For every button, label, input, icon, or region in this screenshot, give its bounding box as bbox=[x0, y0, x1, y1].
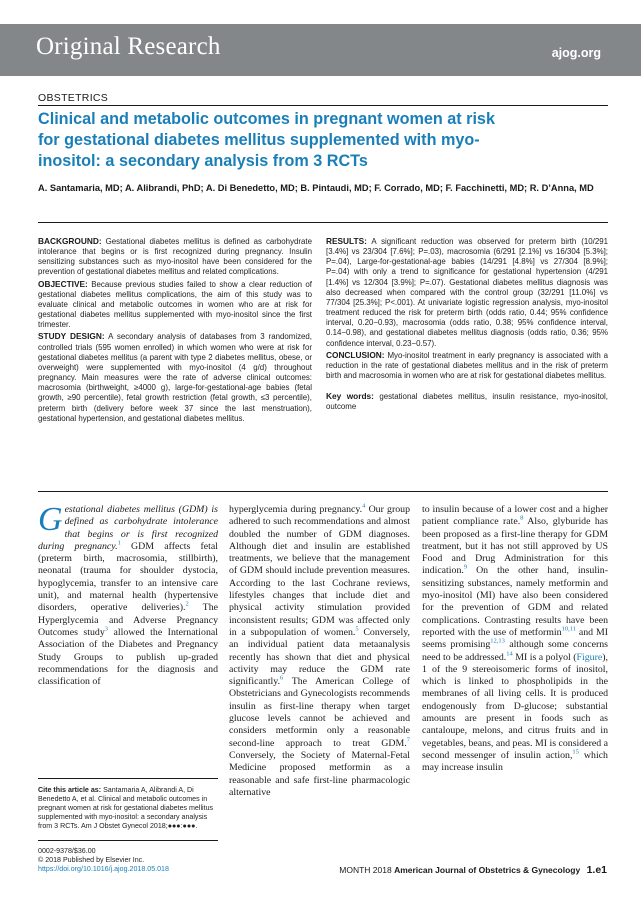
abstract-design-text: A secondary analysis of databases from 3 randomized, controlled trials (595 women enrolled) in which women who were at risk for gestational diabetes mellitus (a parent with type 2 diabetes mellitus, obese, or overweight) were supplemented with myo-inositol (4 g/d) throughout pregnancy. Main measures were the rate of adverse clinical outcomes: macrosomia (birthweight, ≥4000 g), large-for-gestational-age babies (fetal growth, ≥90 percentile), fetal growth restriction (fetal growth, ≤3 percentile), preterm birth (delivery before week 37 since the last menstruation), gestational hypertension, and gestational diabetes mellitus. bbox=[38, 332, 312, 423]
citation-bottom-rule bbox=[38, 840, 218, 841]
footer-month: MONTH 2018 bbox=[339, 865, 392, 875]
body-text: estational diabetes mellitus (GDM) is defined as carbohydrate intolerance that begins or is first recognized during pregnancy. bbox=[38, 504, 218, 552]
abstract-results-text: A significant reduction was observed for preterm birth (10/291 [3.4%] vs 23/304 [7.6%]; P=.03), macrosomia (6/291 [2.1%] vs 16/304 [5.3%]; P=.04), Large-for-gestational-age babies (14/291 [4.8%] vs 27/304 [8.9%]; P=.04) with only a trend to significance for gestational hypertension (4/291 [1.4%] vs 12/304 [3.9%]; P=.07). Gestational diabetes mellitus diagnosis was also decreased when compared with the control group (32/291 [11.0%] vs 77/304 [25.3%]; P<.001). At univariate logistic regression analysis, myo-inositol treatment reduced the risk for preterm birth (odds ratio, 0.44; 95% confidence interval, 0.20−0.93), macrosomia (odds ratio, 0.38; 95% confidence interval, 0.14−0.98), and gestational diabetes mellitus diagnosis (odds ratio, 0.36; 95% confidence interval, 0.23−0.57). bbox=[326, 237, 608, 348]
abstract-top-rule bbox=[38, 222, 608, 223]
reference-link[interactable]: 1 bbox=[117, 539, 121, 547]
body-column-2 bbox=[229, 504, 410, 799]
body-text: GDM affects fetal (preterm birth, macrosomia, stillbirth), neonatal (trauma for shoulder dystocia, hypoglycemia, transfer to an intensive care unit), and maternal health (hypertensive disorders, operative deliveries). bbox=[38, 540, 218, 614]
body-column-3 bbox=[422, 504, 608, 775]
publication-info bbox=[38, 847, 218, 874]
body-text: which may increase insulin bbox=[422, 749, 608, 774]
abstract-results-heading: RESULTS: bbox=[326, 236, 367, 246]
abstract-right-column bbox=[326, 236, 608, 414]
reference-link[interactable]: 10,11 bbox=[561, 625, 576, 633]
reference-link[interactable]: 2 bbox=[185, 601, 189, 609]
body-text: Also, glyburide has been proposed as a first-line therapy for GDM treatment, but it has not still approved by US Food and Drug Administration for this indication. bbox=[422, 516, 608, 577]
page-footer bbox=[339, 864, 607, 876]
reference-link[interactable]: 9 bbox=[463, 564, 468, 572]
figure-link[interactable]: Figure bbox=[576, 651, 603, 663]
abstract-objective-heading: OBJECTIVE: bbox=[38, 278, 88, 289]
reference-link[interactable]: 15 bbox=[572, 748, 579, 756]
abstract-objective bbox=[38, 279, 312, 331]
abstract-conclusion-heading: CONCLUSION: bbox=[326, 349, 385, 360]
drop-cap: G bbox=[38, 501, 63, 538]
abstract-background-heading: BACKGROUND: bbox=[38, 236, 102, 246]
abstract-left-column bbox=[38, 236, 312, 425]
citation-box bbox=[38, 786, 218, 831]
copyright-line: © 2018 Published by Elsevier Inc. bbox=[38, 856, 145, 865]
body-text: Our group adhered to such recommendations and almost doubled the number of GDM diagnoses. Although diet and insulin are established treatments, we believe that the management of GDM should include prevention measures. According to the last Cochrane reviews, lifestyles changes that include diet and physical activity stimulation provided inconsistent results; GDM was affected only in a subpopulation of women. bbox=[229, 504, 410, 638]
journal-section-title: Original Research bbox=[36, 33, 221, 60]
reference-link[interactable]: 3 bbox=[104, 625, 108, 633]
body-text: Conversely, an individual patient data metaanalysis recently has shown that diet and physical activity may reduce the GDM rate significantly. bbox=[229, 626, 410, 688]
citation-text: Santamaria A, Alibrandi A, Di Benedetto A, et al. Clinical and metabolic outcomes in pregnant women at risk for gestational diabetes mellitus supplemented with myo-inositol: a secondary analysis from 3 RCTs. Am J Obstet Gynecol 2018;●●●:●●●. bbox=[38, 786, 214, 831]
reference-link[interactable]: 5 bbox=[355, 625, 359, 633]
body-text: The American College of Obstetricians and Gynecologists recommends insulin as first-line therapy when target glucose levels cannot be achieved and considers metformin only a reasonable second-line approach to treat GDM. bbox=[229, 676, 410, 749]
reference-link[interactable]: 7 bbox=[406, 736, 410, 744]
article-title: Clinical and metabolic outcomes in pregnant women at risk for gestational diabetes mellitus supplemented with myo-inositol: a secondary analysis from 3 RCTs bbox=[38, 110, 495, 170]
reference-link[interactable]: 4 bbox=[362, 502, 366, 510]
body-text: ), 1 of the 9 stereoisomeric forms of inositol, which is linked to phospholipids in the membranes of all living cells. It is produced endogenously from D-glucose; substantial amounts are present in foods such as cantaloupe, melons, and citrus fruits and in vegetables, beans, and peas. MI is considered a second messenger of insulin action, bbox=[422, 651, 608, 761]
reference-link[interactable]: 6 bbox=[280, 674, 284, 682]
reference-link[interactable]: 12,13 bbox=[490, 637, 505, 645]
citation-heading: Cite this article as: bbox=[38, 786, 102, 794]
abstract-background bbox=[38, 236, 312, 278]
issn-price: 0002-9378/$36.00 bbox=[38, 847, 96, 855]
abstract-design bbox=[38, 331, 312, 423]
author-list: A. Santamaria, MD; A. Alibrandi, PhD; A. Di Benedetto, MD; B. Pintaudi, MD; F. Corrado, MD; F. Facchinetti, MD; R. D’Anna, MD bbox=[38, 183, 594, 193]
section-label: OBSTETRICS bbox=[38, 92, 608, 106]
footer-journal-name: American Journal of Obstetrics & Gynecology bbox=[394, 865, 581, 875]
keywords bbox=[326, 391, 608, 412]
body-text: MI is a polyol ( bbox=[512, 651, 577, 663]
keywords-heading: Key words: bbox=[326, 391, 374, 402]
abstract-background-text: Gestational diabetes mellitus is defined as carbohydrate intolerance that begins or is first recognized during pregnancy. Insulin sensitizing substances such as myo-inositol have been considered for the prevention of gestational diabetes mellitus and related complications. bbox=[38, 237, 313, 277]
abstract-conclusion bbox=[326, 350, 608, 381]
abstract-conclusion-text: Myo-inositol treatment in early pregnancy is associated with a reduction in the rate of gestational diabetes mellitus and in the risk of preterm birth and macrosomia in women who are at risk for gestational diabetes mellitus. bbox=[326, 350, 608, 381]
abstract-results bbox=[326, 236, 608, 349]
body-text: The Hyperglycemia and Adverse Pregnancy Outcomes study bbox=[38, 602, 218, 638]
body-text: to insulin because of a lower cost and a higher patient compliance rate. bbox=[422, 504, 608, 528]
page-number: 1.e1 bbox=[586, 864, 607, 876]
doi-link[interactable]: https://doi.org/10.1016/j.ajog.2018.05.018 bbox=[38, 865, 169, 874]
body-text: and MI seems promising bbox=[422, 626, 608, 651]
body-text: Conversely, the Society of Maternal-Fetal Medicine proposed metformin as a reasonable and safe first-line pharmacologic alternative bbox=[229, 749, 410, 798]
body-column-1 bbox=[38, 501, 218, 688]
abstract-bottom-rule bbox=[38, 491, 608, 492]
reference-link[interactable]: 14 bbox=[506, 650, 513, 658]
body-text: On the other hand, insulin-sensitizing substances, namely metformin and myo-inositol (MI) have also been considered for the prevention of GDM and related complications. Contrasting results have been reported with the use of metformin bbox=[422, 565, 608, 638]
body-text: hyperglycemia during pregnancy. bbox=[229, 504, 363, 515]
reference-link[interactable]: 8 bbox=[520, 515, 524, 523]
journal-url[interactable]: ajog.org bbox=[551, 46, 601, 60]
body-text: although some concerns need to be addressed. bbox=[422, 639, 608, 663]
keywords-text: gestational diabetes mellitus, insulin resistance, myo-inositol, outcome bbox=[326, 392, 608, 412]
abstract-design-heading: STUDY DESIGN: bbox=[38, 331, 105, 342]
abstract-objective-text: Because previous studies failed to show a clear reduction of gestational diabetes mellitus complications, the aim of this study was to evaluate clinical and metabolic outcomes in women who are at risk for gestational diabetes mellitus supplemented with myo-inositol since the first trimester. bbox=[38, 279, 312, 330]
citation-top-rule bbox=[38, 778, 218, 779]
body-text: allowed the International Association of the Diabetes and Pregnancy Study Groups to publish up-graded recommendations for the diagnosis and classification of bbox=[38, 626, 218, 688]
